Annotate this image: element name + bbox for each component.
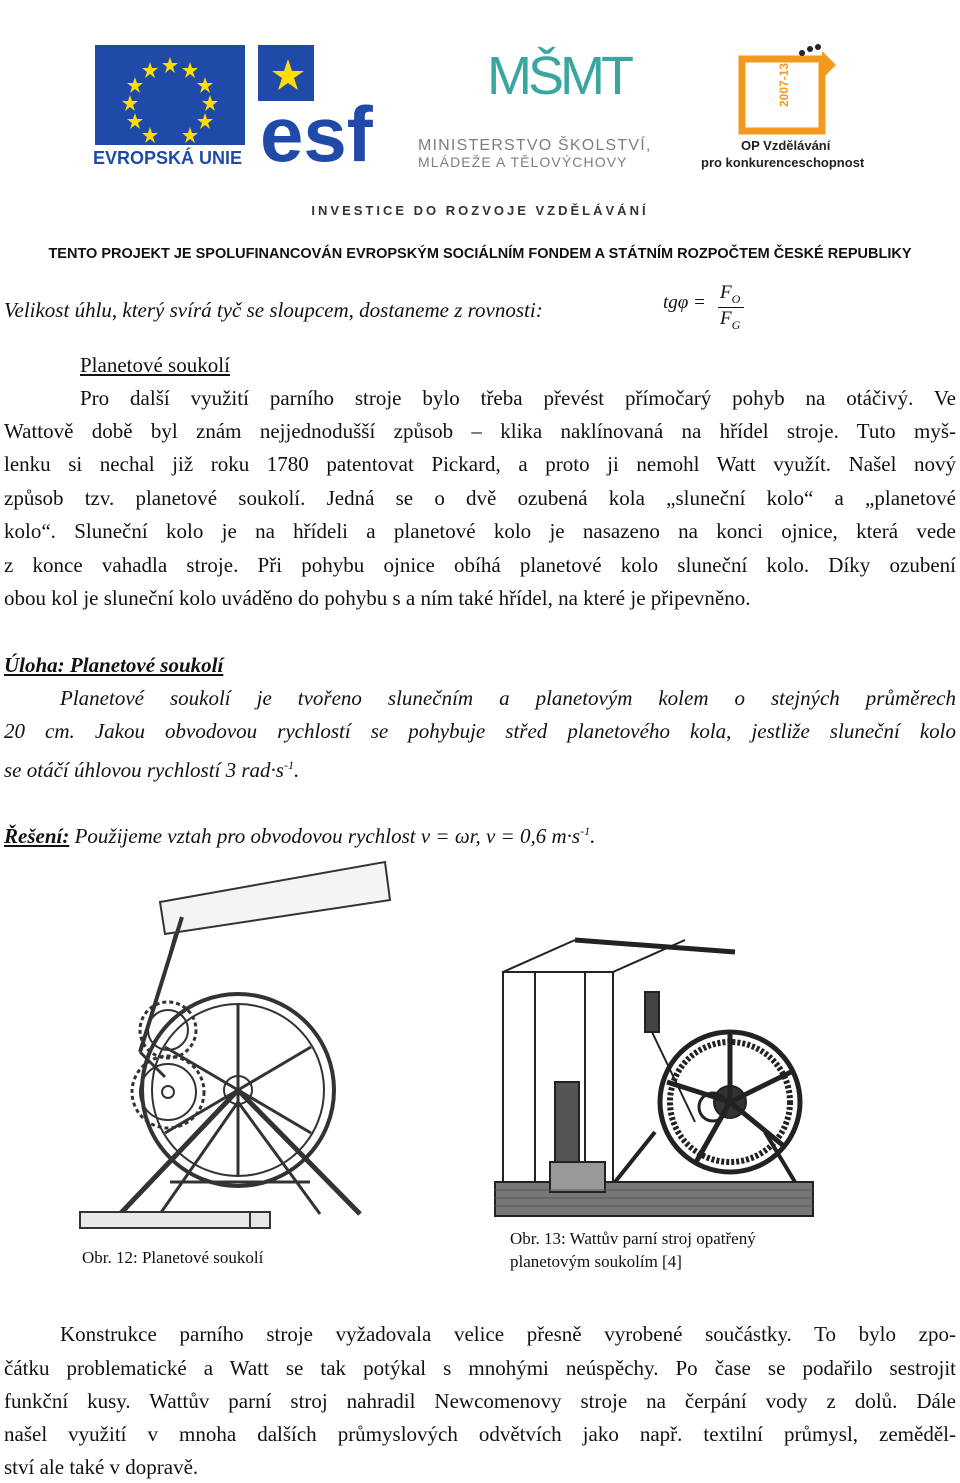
esf-text: esf bbox=[260, 90, 373, 178]
op-years: 2007-13 bbox=[777, 62, 791, 107]
op-line1: OP Vzdělávání bbox=[741, 138, 831, 153]
solution-line: Řešení: Použijeme vztah pro obvodovou rychlost v = ωr, v = 0,6 $m\cdot s^{-1}$. bbox=[4, 824, 596, 848]
op-logo bbox=[730, 45, 840, 140]
figure-13-watt-engine bbox=[495, 932, 813, 1220]
eu-stars-icon bbox=[95, 45, 245, 145]
section-title: Planetové soukolí bbox=[80, 353, 230, 377]
formula-denominator: $F_G$ bbox=[720, 308, 741, 332]
eu-flag-logo bbox=[95, 45, 245, 145]
planetary-gear-illustration bbox=[60, 852, 400, 1232]
formula-lhs: tgφ = bbox=[663, 292, 706, 313]
closing-line-4: našel využití v mnoha dalších průmyslových odvětvích jako např. textilní průmysl, zeměděl- bbox=[4, 1422, 956, 1446]
investice-banner: INVESTICE DO ROZVOJE VZDĚLÁVÁNÍ bbox=[311, 203, 649, 218]
task-line-3: se otáčí úhlovou rychlostí 3 $rad\cdot s^{-1}$. bbox=[4, 758, 300, 782]
section-line-4: způsob tzv. planetové soukolí. Jedná se o dvě ozubená kola „sluneční kolo“ a „planetové bbox=[4, 486, 956, 510]
section-line-7: obou kol je sluneční kolo uváděno do pohybu s a ním také hřídel, na které je připevněno. bbox=[4, 586, 751, 610]
task-title: Úloha: Planetové soukolí bbox=[4, 653, 224, 677]
task-line-2: 20 cm. Jakou obvodovou rychlostí se pohybuje střed planetového kola, jestliže sluneční kolo bbox=[4, 719, 956, 743]
closing-line-2: čátku problematické a Watt se tak potýkal s mnohými neúspěchy. Po čase se podařilo sestrojit bbox=[4, 1356, 956, 1380]
section-line-5: kolo“. Sluneční kolo je na hřídeli a planetové kolo je nasazeno na konci ojnice, která vede bbox=[4, 519, 956, 543]
eu-label: EVROPSKÁ UNIE bbox=[93, 148, 243, 168]
figure-13-caption-line-1: Obr. 13: Wattův parní stroj opatřený bbox=[510, 1229, 756, 1248]
msmt-line2: MLÁDEŽE A TĚLOVÝCHOVY bbox=[418, 154, 628, 170]
section-line-1: Pro další využití parního stroje bylo třeba převést přímočarý pohyb na otáčivý. Ve bbox=[80, 386, 956, 410]
solution-label: Řešení: bbox=[4, 824, 70, 848]
figure-12-caption: Obr. 12: Planetové soukolí bbox=[82, 1248, 264, 1267]
closing-line-1: Konstrukce parního stroje vyžadovala velice přesně vyrobené součástky. To bylo zpo- bbox=[60, 1322, 956, 1346]
section-line-3: lenku si nechal již roku 1780 patentovat Pickard, a proto ji nemohl Watt využít. Našel nový bbox=[4, 452, 956, 476]
msmt-letters: MŠMT bbox=[487, 46, 630, 106]
project-note: TENTO PROJEKT JE SPOLUFINANCOVÁN EVROPSKÝM SOCIÁLNÍM FONDEM A STÁTNÍM ROZPOČTEM ČESKÉ REPUBLIKY bbox=[48, 246, 912, 262]
closing-line-3: funkční kusy. Wattův parní stroj nahradil Newcomenovy stroje na čerpání vody z dolů. Dále bbox=[4, 1389, 956, 1413]
msmt-logo bbox=[485, 42, 630, 137]
watt-engine-illustration bbox=[495, 932, 813, 1220]
section-line-2: Wattově době byl znám nejjednodušší způsob – klika naklínovaná na hřídel stroje. Tuto myš- bbox=[4, 419, 956, 443]
section-line-6: z konce vahadla stroje. Při pohybu ojnice obíhá planetové kolo sluneční kolo. Díky ozubení bbox=[4, 553, 956, 577]
esf-logo bbox=[258, 45, 408, 178]
figure-13-caption-line-2: planetovým soukolím [4] bbox=[510, 1252, 682, 1271]
op-line2: pro konkurenceschopnost bbox=[701, 155, 865, 170]
figure-12-planetary-gear bbox=[60, 852, 400, 1232]
msmt-line1: MINISTERSTVO ŠKOLSTVÍ, bbox=[418, 137, 652, 154]
task-line-1: Planetové soukolí je tvořeno slunečním a planetovým kolem o stejných průměrech bbox=[60, 686, 956, 710]
closing-line-5: ství ale také v dopravě. bbox=[4, 1455, 199, 1479]
formula bbox=[663, 282, 741, 332]
formula-numerator: $F_O$ bbox=[720, 282, 741, 306]
intro-text: Velikost úhlu, který svírá tyč se sloupcem, dostaneme z rovnosti: bbox=[4, 298, 543, 322]
